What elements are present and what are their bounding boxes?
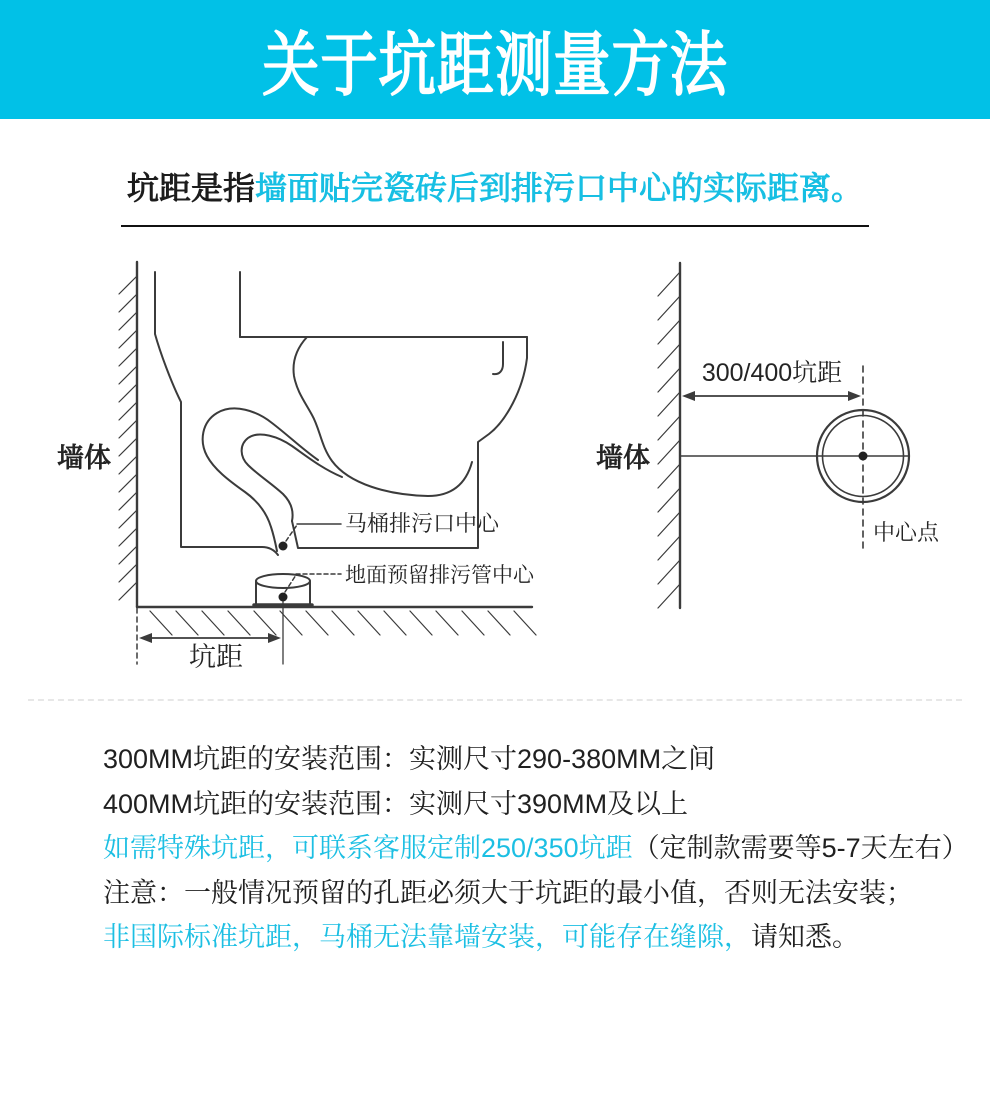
floor-pipe-label: 地面预留排污管中心	[345, 564, 534, 587]
note-line-3-rest: （定制款需要等5-7天左右）	[632, 833, 969, 863]
note-line-1: 300MM坑距的安装范围：实测尺寸290-380MM之间	[103, 744, 716, 774]
left-wall-hatching	[119, 276, 137, 600]
note-line-5	[103, 915, 933, 960]
right-dimension-arrow	[682, 391, 861, 401]
pit-distance-label: 坑距	[189, 642, 243, 672]
note-line-2: 400MM坑距的安装范围：实测尺寸390MM及以上	[103, 788, 689, 819]
note-line-3	[103, 826, 969, 871]
center-point-label: 中心点	[873, 520, 940, 545]
installation-notes	[103, 737, 969, 960]
left-diagram	[119, 262, 536, 664]
pipe-leader-line	[285, 574, 341, 592]
right-wall-hatching	[658, 272, 680, 608]
left-wall-label: 墙体	[57, 443, 111, 473]
intro-prefix: 坑距是指	[126, 170, 255, 206]
right-wall-label: 墙体	[596, 443, 650, 473]
note-line-5-rest: 请知悉。	[751, 922, 859, 952]
note-line-4: 注意：一般情况预留的孔距必须大于坑距的最小值，否则无法安装；	[103, 877, 913, 908]
toilet-outlet-center-dot	[279, 542, 288, 551]
toilet-outlet-label: 马桶排污口中心	[345, 511, 500, 536]
page-title: 关于坑距测量方法	[262, 26, 728, 104]
pipe-center-dot	[279, 593, 288, 602]
floor-hatching	[150, 611, 536, 635]
right-pit-distance-label: 300/400坑距	[701, 359, 843, 387]
circle-center-dot	[859, 452, 868, 461]
right-diagram	[658, 263, 909, 608]
note-line-3-accent: 如需特殊坑距，可联系客服定制250/350坑距	[103, 833, 633, 863]
note-line-5-accent: 非国际标准坑距，马桶无法靠墙安装，可能存在缝隙，	[103, 922, 751, 952]
section-divider	[28, 699, 962, 701]
intro-highlight: 墙面贴完瓷砖后到排污口中心的实际距离。	[255, 170, 864, 206]
